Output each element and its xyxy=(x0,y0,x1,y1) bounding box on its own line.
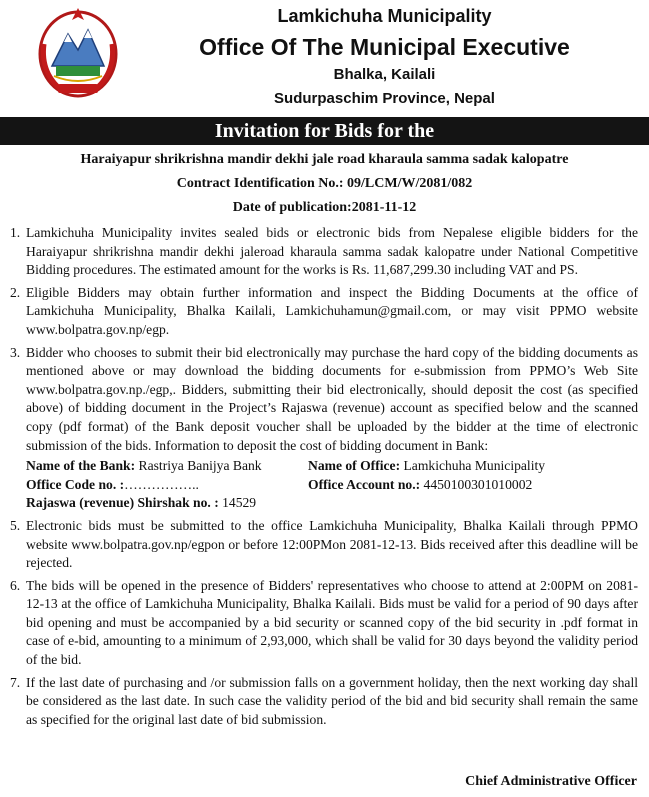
item-text: Eligible Bidders may obtain further information and inspect the Bidding Documents at the office of Lamkichuha Municipality, Bhalka Kailali, Lamkichuhamun@gmail.com, or may visit PPMO website www.bolpatra.gov.np/egp. xyxy=(26,284,638,337)
office-name: Office Of The Municipal Executive xyxy=(199,34,570,60)
publication-date: Date of publication:2081-11-12 xyxy=(232,200,417,215)
list-item: 2. Eligible Bidders may obtain further information and inspect the Bidding Documents at the office of Lamkichuha Municipality, Bhalka Kailali, Lamkichuhamun@gmail.com, or may visit PPMO website www.bolpatra.gov.np/egp. xyxy=(10,284,638,337)
office-account: Office Account no.: 4450100301010002 xyxy=(308,476,533,492)
list-item: 6. The bids will be opened in the presence of Bidders' representatives who choose to attend at 2:00PM on 2081-12-13 at the office of Lamkichuha Municipality, Bhalka Kailali. Bids must be valid for a period of 90 days after bid opening and must be accompanied by a bid security or scanned copy of the bid security in .pdf format in case of e-bid, amounting to a minimum of 2,93,000, which shall be valid for 30 days beyond the validity period of the bid. xyxy=(10,577,638,668)
signature: Chief Administrative Officer xyxy=(465,774,637,789)
office-address: Bhalka, Kailali xyxy=(333,66,436,83)
invitation-banner: Invitation for Bids for the xyxy=(0,117,649,145)
municipality-name: Lamkichuha Municipality xyxy=(277,6,492,26)
nepal-emblem-icon xyxy=(34,4,122,100)
notice-body xyxy=(10,220,638,729)
item-text: If the last date of purchasing and /or submission falls on a government holiday, then the next working day shall be considered as the last date. In such case the validity period of the bid and bid security shall remain the same as specified for the original last date of bid submission. xyxy=(26,674,638,727)
list-item: 1. Lamkichuha Municipality invites sealed bids or electronic bids from Nepalese eligible bidders for the Haraiyapur shrikrishna mandir dekhi jaleroad kharaula samma sadak kalopatre under National Competitive Bidding procedures. The estimated amount for the works is Rs. 11,687,299.30 including VAT and PS. xyxy=(10,225,638,278)
bank-name: Name of the Bank: Rastriya Banijya Bank xyxy=(26,458,262,474)
bank-details xyxy=(26,457,638,513)
project-title: Haraiyapur shrikrishna mandir dekhi jale road kharaula samma sadak kalopatre xyxy=(80,152,569,167)
item-text: The bids will be opened in the presence of Bidders' representatives who choose to attend at 2:00PM on 2081-12-13 at the office of Lamkichuha Municipality, Bhalka Kailali. Bids must be valid for a period of 90 days after bid opening and must be accompanied by a bid security or scanned copy of the bid security in .pdf format in case of e-bid, amounting to a minimum of 2,93,000, which shall be valid for 30 days beyond the validity period of the bid. xyxy=(26,577,638,668)
item-text: Bidder who chooses to submit their bid electronically may purchase the hard copy of the bidding documents as mentioned above or may download the bidding documents for e-submission from PPMO’s Web Site www.bolpatra.gov.np./egp,. Bidders, submitting their bid electronically, should deposit the cost (as specified above) of bidding document in the Project’s Rajaswa (revenue) account as specified below and the scanned copy (pdf format) of the Bank deposit voucher shall be uploaded by the bidder at the time of electronic submission of the bids. Information to deposit the cost of bidding document in Bank: xyxy=(26,344,638,453)
list-item: 3. Bidder who chooses to submit their bid electronically may purchase the hard copy of the bidding documents as mentioned above or may download the bidding documents for e-submission from PPMO’s Web Site www.bolpatra.gov.np./egp,. Bidders, submitting their bid electronically, should deposit the cost (as specified above) of bidding document in the Project’s Rajaswa (revenue) account as specified below and the scanned copy (pdf format) of the Bank deposit voucher shall be uploaded by the bidder at the time of electronic submission of the bids. Information to deposit the cost of bidding document in Bank: Name of the Bank: Rastriya Banijya Bank Name of Office: Lamkichuha Municipality Office Code no. :…………….. Office Account no.: 4450100301010002 Rajaswa (revenue) Shirshak no. : 14529 xyxy=(10,344,638,513)
item-text: Electronic bids must be submitted to the office Lamkichuha Municipality, Bhalka Kailali through PPMO website www.bolpatra.gov.np/egpon or before 12:00PMon 2081-12-13. Bids received after this deadline will be rejected. xyxy=(26,517,638,571)
contract-id: Contract Identification No.: 09/LCM/W/2081/082 xyxy=(176,176,473,191)
rajaswa-shirshak: Rajaswa (revenue) Shirshak no. : 14529 xyxy=(26,495,257,511)
office-name-bank: Name of Office: Lamkichuha Municipality xyxy=(308,458,546,474)
office-code: Office Code no. :…………….. xyxy=(26,476,199,492)
list-item: 7. If the last date of purchasing and /or submission falls on a government holiday, then the next working day shall be considered as the last date. In such case the validity period of the bid and bid security shall remain the same as specified for the original last date of bid submission. xyxy=(10,674,638,727)
list-item: 5. Electronic bids must be submitted to the office Lamkichuha Municipality, Bhalka Kailali through PPMO website www.bolpatra.gov.np/egpon or before 12:00PMon 2081-12-13. Bids received after this deadline will be rejected. xyxy=(10,517,638,571)
item-text: Lamkichuha Municipality invites sealed bids or electronic bids from Nepalese eligible bidders for the Haraiyapur shrikrishna mandir dekhi jaleroad kharaula samma sadak kalopatre under National Competitive Bidding procedures. The estimated amount for the works is Rs. 11,687,299.30 including VAT and PS. xyxy=(26,225,638,278)
office-province: Sudurpaschim Province, Nepal xyxy=(274,90,495,107)
